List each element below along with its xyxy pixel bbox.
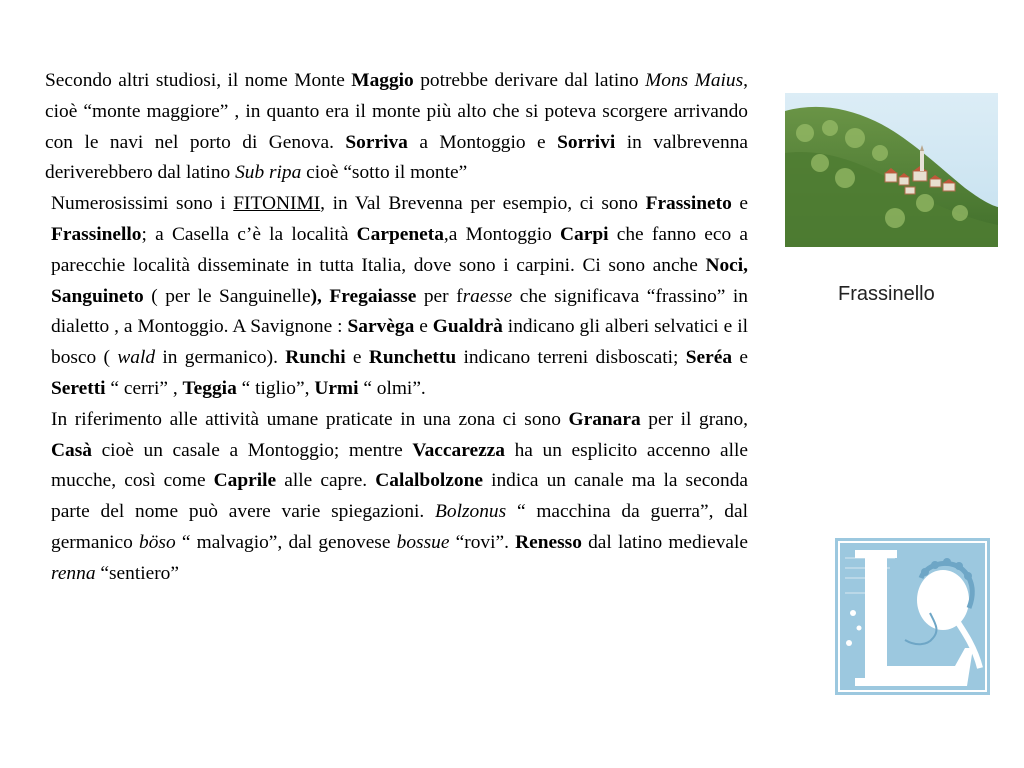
term-mons-maius: Mons Maius	[645, 70, 744, 91]
text-run: “sentiero”	[95, 562, 179, 584]
term-bossue: bossue	[396, 531, 450, 553]
text-run: “ tiglio”,	[236, 377, 315, 399]
term-fitonimi: FITONIMI	[233, 193, 321, 215]
term-frassineto: Frassineto	[645, 193, 732, 215]
text-run: dal latino medievale	[581, 531, 748, 553]
term-raesse: raesse	[462, 285, 513, 307]
text-run: “ malvagio”, dal genovese	[175, 531, 397, 553]
term-caprile: Caprile	[213, 470, 277, 492]
text-run: , in Val Brevenna per esempio, ci sono	[320, 193, 646, 215]
term-gualdra: Gualdrà	[432, 316, 503, 338]
text-run: In riferimento alle attività umane praticate in una zona ci sono	[51, 408, 569, 430]
article-text	[45, 66, 748, 590]
paragraph-2	[45, 189, 748, 405]
term-frassinello: Frassinello	[51, 223, 142, 245]
text-run: potrebbe derivare dal latino	[413, 70, 646, 91]
term-bolzonus: Bolzonus	[435, 501, 507, 523]
text-run: alle capre.	[276, 470, 376, 492]
term-granara: Granara	[568, 408, 641, 430]
term-calalbolzone: Calalbolzone	[375, 470, 483, 492]
term-runchi: Runchi	[285, 347, 346, 369]
text-run: ,a Montoggio	[443, 223, 561, 245]
text-run: che fanno eco a parecchie località disseminate in tutta Italia, dove sono i carpini. Ci sono anche	[51, 223, 748, 276]
text-run: cioè un casale a Montoggio; mentre	[91, 439, 413, 461]
term-wald: wald	[117, 347, 156, 369]
term-boso: böso	[139, 531, 176, 553]
term-carpeneta: Carpeneta	[356, 223, 444, 245]
decorated-initial-l	[835, 538, 990, 695]
paragraph-3	[45, 405, 748, 590]
term-sorriva: Sorriva	[345, 131, 408, 153]
text-run: ( per le Sanguinelle	[143, 285, 311, 307]
text-run: “ cerri” ,	[105, 377, 183, 399]
term-serea: Seréa	[685, 347, 733, 369]
text-run: e	[731, 193, 748, 215]
term-runchettu: Runchettu	[368, 347, 457, 369]
term-teggia: Teggia	[182, 377, 237, 399]
text-run: ; a Casella c’è la località	[141, 223, 357, 245]
text-run: per f	[416, 285, 463, 307]
text-run: ha un esplicito accenno alle mucche, così come	[51, 439, 748, 492]
term-sub-ripa: Sub ripa	[235, 162, 302, 184]
term-urmi: Urmi	[314, 377, 359, 399]
text-run: “ macchina da guerra”, dal germanico	[51, 501, 748, 553]
term-renna: renna	[51, 562, 96, 584]
text-run: “ olmi”.	[358, 377, 426, 399]
term-sorrivi: Sorrivi	[557, 131, 616, 153]
text-run: cioè “sotto il monte”	[301, 162, 468, 184]
paragraph-1	[45, 66, 748, 189]
text-run: per il grano,	[640, 408, 749, 430]
term-sarvega: Sarvèga	[347, 316, 415, 338]
text-run: a Montoggio e	[407, 131, 558, 153]
text-run: e	[414, 316, 433, 338]
term-vaccarezza: Vaccarezza	[412, 439, 505, 461]
term-noci-sanguineto: Noci, Sanguineto	[51, 254, 748, 307]
text-run: Numerosissimi sono i	[51, 193, 234, 215]
photo-caption: Frassinello	[838, 283, 935, 305]
term-fregaiasse: ), Fregaiasse	[310, 285, 417, 307]
text-run: e	[732, 347, 748, 369]
text-run: in germanico).	[155, 347, 286, 369]
text-run: che significava “frassino” in dialetto , a Montoggio. A Savignone :	[51, 285, 748, 338]
text-run: indicano gli alberi selvatici e il bosco (	[51, 316, 748, 369]
text-run: in valbrevenna deriverebbero dal latino	[45, 131, 748, 184]
text-run: e	[345, 347, 369, 369]
text-run: Secondo altri studiosi, il nome Monte	[45, 70, 352, 91]
initial-letter-art	[835, 538, 990, 695]
text-run: , cioè “monte maggiore” , in quanto era il monte più alto che si poteva scorgere arrivando con le navi nel porto di Genova.	[45, 70, 748, 153]
term-carpi: Carpi	[560, 223, 609, 245]
text-run: indicano terreni disboscati;	[456, 347, 686, 369]
text-run: indica un canale ma la seconda parte del nome può avere varie spiegazioni.	[51, 470, 748, 523]
term-casa: Casà	[51, 439, 92, 461]
term-renesso: Renesso	[515, 531, 582, 553]
frassinello-photo	[785, 93, 998, 247]
term-maggio: Maggio	[351, 70, 414, 91]
hillside-village-image	[785, 93, 998, 247]
text-run: “rovi”.	[449, 531, 516, 553]
term-seretti: Seretti	[51, 377, 106, 399]
